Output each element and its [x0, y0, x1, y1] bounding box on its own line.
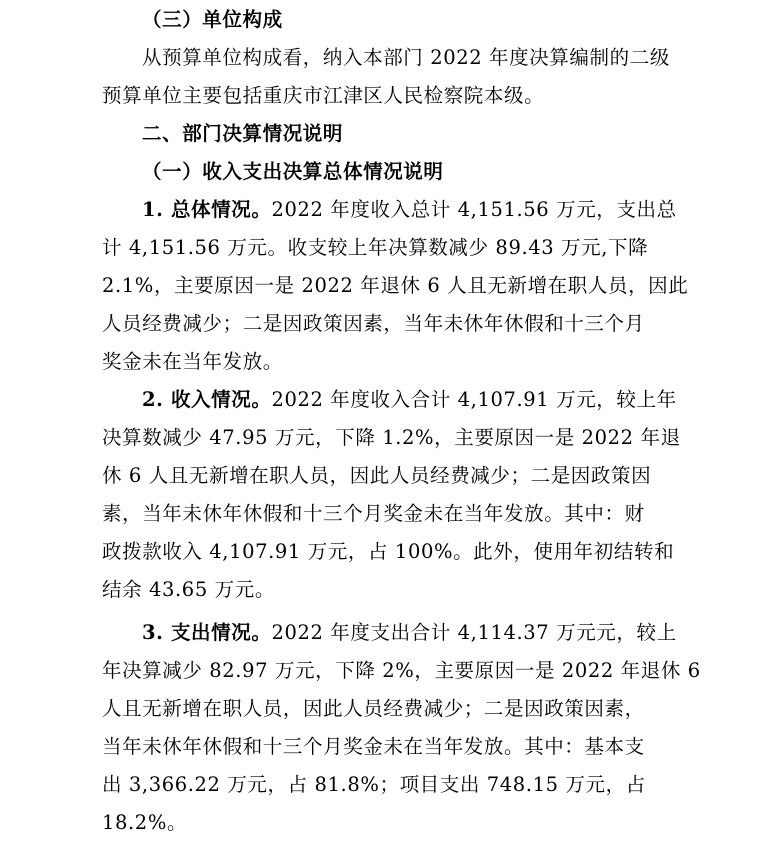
- paragraph-line: 当年未休年休假和十三个月奖金未在当年发放。其中：基本支: [102, 735, 645, 758]
- paragraph-line: 决算数减少 47.95 万元，下降 1.2%，主要原因一是 2022 年退: [102, 426, 681, 449]
- paragraph-line: 政拨款收入 4,107.91 万元，占 100%。此外，使用年初结转和: [102, 540, 675, 563]
- paragraph-line: 从预算单位构成看，纳入本部门 2022 年度决算编制的二级: [142, 46, 670, 69]
- paragraph-line: 人员经费减少；二是因政策因素，当年未休年休假和十三个月: [102, 312, 645, 335]
- item-text: 2022 年度收入合计 4,107.91 万元，较上年: [271, 388, 677, 411]
- paragraph-line: [142, 614, 782, 652]
- paragraph-line: 素，当年未休年休假和十三个月奖金未在当年发放。其中：财: [102, 502, 645, 525]
- paragraph-line: [142, 381, 782, 419]
- paragraph-line: 休 6 人且无新增在职人员，因此人员经费减少；二是因政策因: [102, 464, 652, 487]
- item-lead-expenditure: 3. 支出情况。: [142, 621, 272, 644]
- section-heading-final-accounts: 二、部门决算情况说明: [142, 122, 344, 145]
- paragraph-line: 计 4,151.56 万元。收支较上年决算数减少 89.43 万元,下降: [102, 236, 649, 259]
- item-lead-income: 2. 收入情况。: [142, 388, 272, 411]
- paragraph-line: 出 3,366.22 万元，占 81.8%；项目支出 748.15 万元，占: [102, 773, 646, 796]
- paragraph-line: 结余 43.65 万元。: [102, 578, 275, 601]
- subsection-heading-income-expenditure: （一）收入支出决算总体情况说明: [142, 160, 444, 183]
- paragraph-line: 奖金未在当年发放。: [102, 350, 283, 373]
- item-text: 2022 年度收入总计 4,151.56 万元，支出总: [271, 198, 677, 221]
- paragraph-line: 预算单位主要包括重庆市江津区人民检察院本级。: [102, 84, 545, 107]
- item-text: 2022 年度支出合计 4,114.37 万元元，较上: [271, 621, 677, 644]
- item-lead-overall: 1. 总体情况。: [142, 198, 272, 221]
- paragraph-line: 2.1%，主要原因一是 2022 年退休 6 人且无新增在职人员，因此: [102, 274, 689, 297]
- paragraph-line: [142, 191, 782, 229]
- section-heading-unit-composition: （三）单位构成: [142, 8, 283, 31]
- paragraph-line: 18.2%。: [102, 811, 188, 834]
- paragraph-line: 人且无新增在职人员，因此人员经费减少；二是因政策因素，: [102, 697, 645, 720]
- paragraph-line: 年决算减少 82.97 万元，下降 2%，主要原因一是 2022 年退休 6: [102, 659, 701, 682]
